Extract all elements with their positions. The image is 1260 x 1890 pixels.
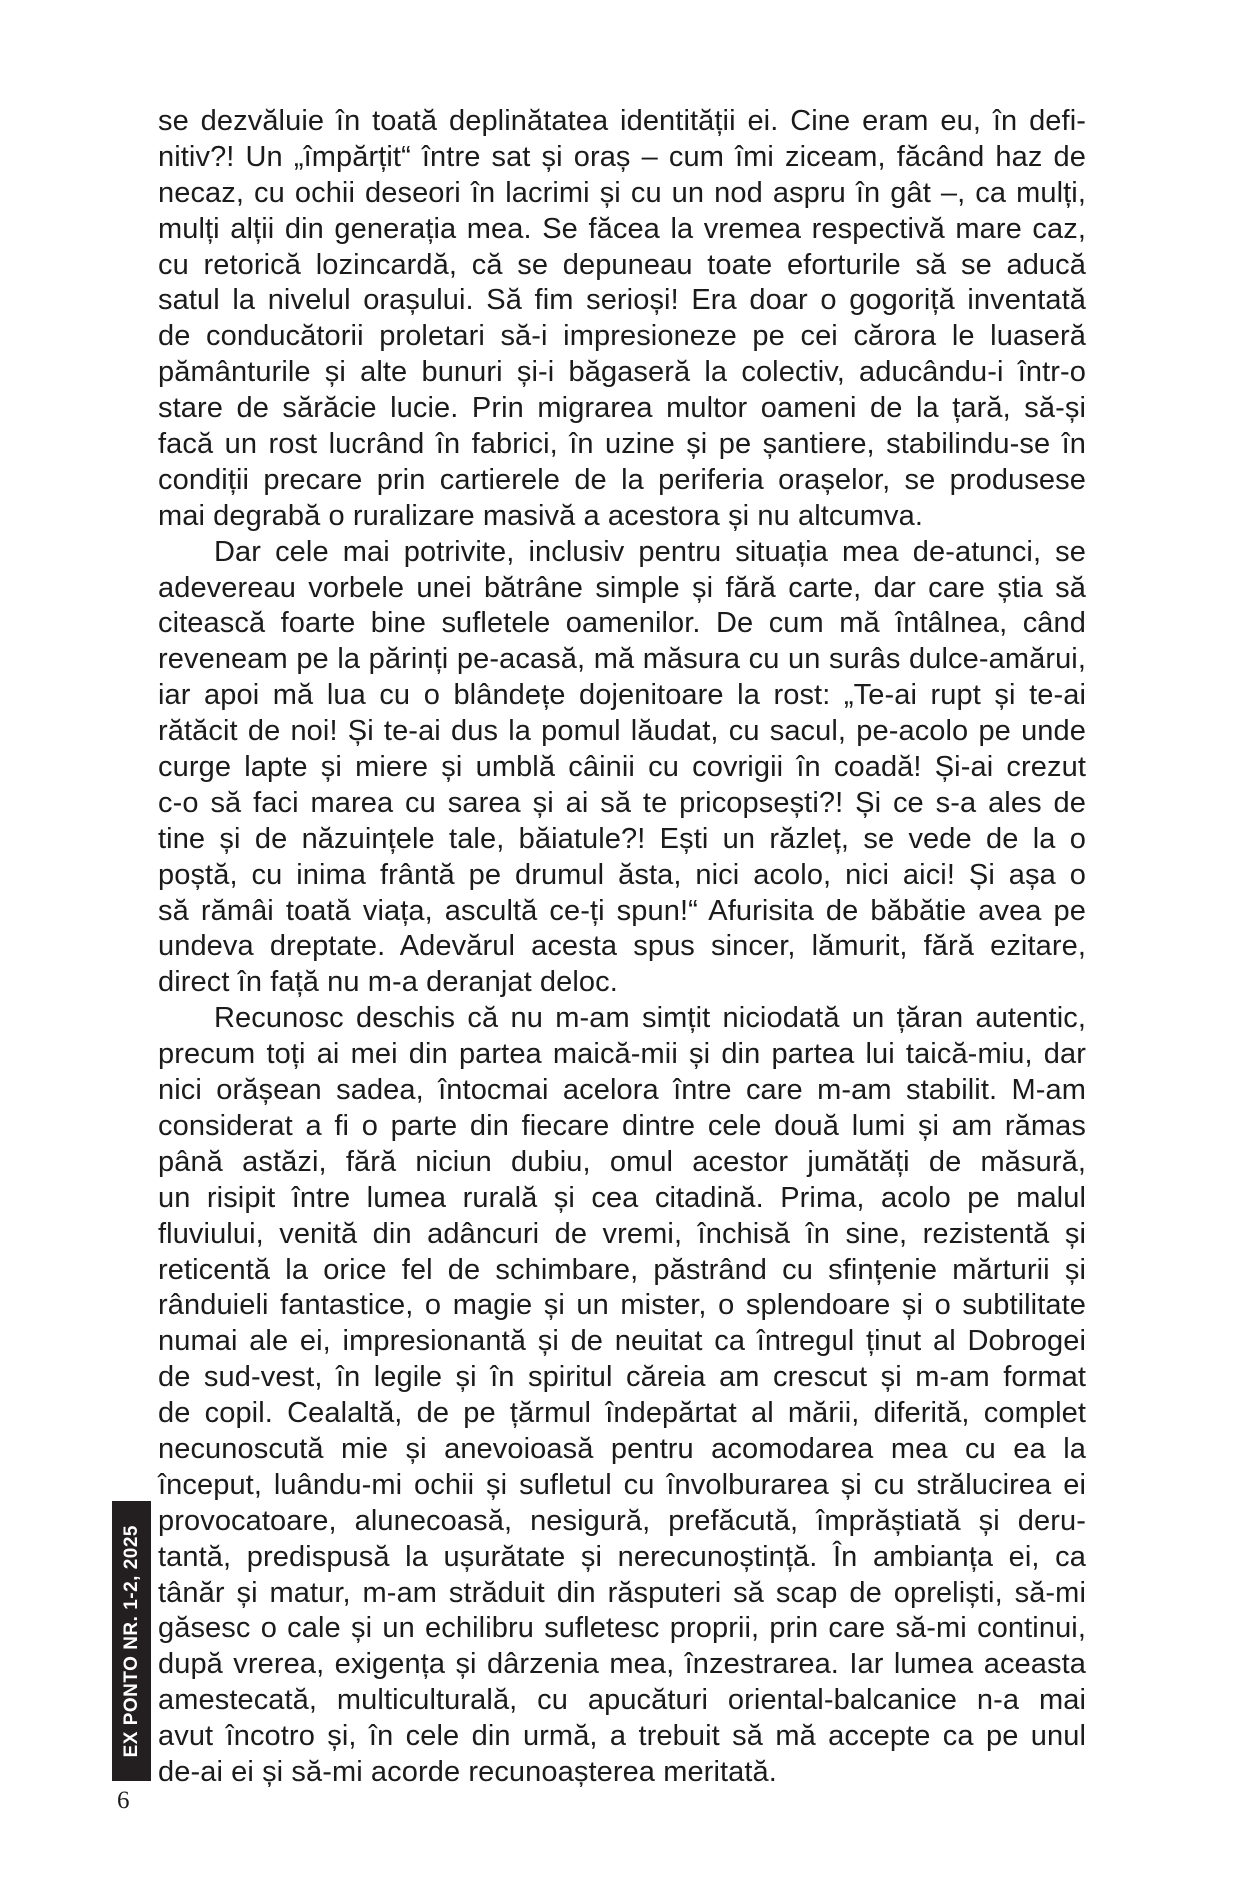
text-line: stare de sărăcie lucie. Prin migrarea multor oameni de la țară, să-și xyxy=(158,392,1086,425)
text-line: un risipit între lumea rurală și cea citadină. Prima, acolo pe malul xyxy=(158,1181,1086,1214)
text-line: tantă, predispusă la ușurătate și nerecunoștință. În ambianța ei, ca xyxy=(158,1540,1086,1573)
text-line: reticentă la orice fel de schimbare, păstrând cu sfințenie mărturii și xyxy=(158,1253,1086,1286)
text-line: fluviului, venită din adâncuri de vremi, închisă în sine, rezistentă și xyxy=(158,1217,1086,1250)
text-line: mulți alții din generația mea. Se făcea la vremea respectivă mare caz, xyxy=(158,212,1086,245)
text-line: numai ale ei, impresionantă și de neuitat ca întregul ținut al Dobrogei xyxy=(158,1325,1086,1358)
text-line: poștă, cu inima frântă pe drumul ăsta, nici acolo, nici aici! Și așa o xyxy=(158,858,1086,891)
text-line: cu retorică lozincardă, că se depuneau toate eforturile să se aducă xyxy=(158,248,1086,281)
page-number: 6 xyxy=(117,1787,130,1814)
text-line: de conducătorii proletari să-i impresioneze pe cei cărora le luaseră xyxy=(158,320,1086,353)
journal-spine-bar xyxy=(112,1501,151,1781)
text-line: rătăcit de noi! Și te-ai dus la pomul lăudat, cu sacul, pe-acolo pe unde xyxy=(158,715,1086,748)
text-line: c-o să faci marea cu sarea și ai să te pricopsești?! Și ce s-a ales de xyxy=(158,786,1086,819)
text-line: precum toți ai mei din partea maică-mii și din partea lui taică-miu, dar xyxy=(158,1038,1086,1071)
text-line: considerat a fi o parte din fiecare dintre cele două lumi și am rămas xyxy=(158,1109,1086,1142)
text-line: de copil. Cealaltă, de pe țărmul îndepărtat al mării, diferită, complet xyxy=(158,1397,1086,1430)
text-line: Dar cele mai potrivite, inclusiv pentru situația mea de-atunci, se xyxy=(214,535,1086,568)
text-line: rânduieli fantastice, o magie și un mister, o splendoare și o subtilitate xyxy=(158,1289,1086,1322)
text-line: de sud-vest, în legile și în spiritul căreia am crescut și m-am format xyxy=(158,1361,1086,1394)
text-line: adevereau vorbele unei bătrâne simple și fără carte, dar care știa să xyxy=(158,571,1086,604)
text-line: direct în față nu m-a deranjat deloc. xyxy=(158,966,618,999)
text-line: să rămâi toată viața, ascultă ce-ți spun!“ Afurisita de băbătie avea pe xyxy=(158,894,1086,927)
text-line: până astăzi, fără niciun dubiu, omul acestor jumătăți de măsură, xyxy=(158,1145,1086,1178)
text-line: citească foarte bine sufletele oamenilor. De cum mă întâlnea, când xyxy=(158,607,1086,640)
text-column xyxy=(158,104,1086,1791)
text-line: început, luându-mi ochii și sufletul cu învolburarea și cu strălucirea ei xyxy=(158,1468,1086,1501)
text-line: undeva dreptate. Adevărul acesta spus sincer, lămurit, fără ezitare, xyxy=(158,930,1086,963)
journal-spine-label: EX PONTO NR. 1-2, 2025 xyxy=(120,1524,142,1758)
text-line: mai degrabă o ruralizare masivă a acestora și nu altcumva. xyxy=(158,499,923,532)
text-line: tânăr și matur, m-am străduit din răsputeri să scap de opreliști, să-mi xyxy=(158,1576,1086,1609)
text-line: după vrerea, exigența și dârzenia mea, înzestrarea. Iar lumea aceasta xyxy=(158,1648,1086,1681)
text-line: facă un rost lucrând în fabrici, în uzine și pe șantiere, stabilindu-se în xyxy=(158,428,1086,461)
text-line: iar apoi mă lua cu o blândețe dojenitoare la rost: „Te-ai rupt și te-ai xyxy=(158,679,1086,712)
text-line: necunoscută mie și anevoioasă pentru acomodarea mea cu ea la xyxy=(158,1432,1086,1465)
text-line: se dezvăluie în toată deplinătatea identității ei. Cine eram eu, în defi- xyxy=(158,105,1086,137)
text-line: satul la nivelul orașului. Să fim serioși! Era doar o gogoriță inventată xyxy=(158,284,1086,317)
text-line: provocatoare, alunecoasă, nesigură, prefăcută, împrăștiată și deru- xyxy=(158,1504,1086,1537)
text-line: nici orășean sadea, întocmai acelora între care m-am stabilit. M-am xyxy=(158,1074,1086,1107)
text-line: reveneam pe la părinți pe-acasă, mă măsura cu un surâs dulce-amărui, xyxy=(158,643,1086,676)
text-line: Recunosc deschis că nu m-am simțit niciodată un țăran autentic, xyxy=(214,1002,1086,1035)
text-line: tine și de năzuințele tale, băiatule?! Ești un răzleț, se vede de la o xyxy=(158,822,1086,855)
text-line: de-ai ei și să-mi acorde recunoașterea meritată. xyxy=(158,1755,777,1788)
text-line: găsesc o cale și un echilibru sufletesc proprii, prin care să-mi continui, xyxy=(158,1612,1086,1645)
text-line: pământurile și alte bunuri și-i băgaseră la colectiv, aducându-i într-o xyxy=(158,356,1086,389)
text-line: amestecată, multiculturală, cu apucături oriental-balcanice n-a mai xyxy=(158,1684,1086,1717)
text-line: necaz, cu ochii deseori în lacrimi și cu un nod aspru în gât –, ca mulți, xyxy=(158,176,1086,209)
text-line: curge lapte și miere și umblă câinii cu covrigii în coadă! Și-ai crezut xyxy=(158,751,1086,784)
text-line: avut încotro și, în cele din urmă, a trebuit să mă accepte ca pe unul xyxy=(158,1720,1086,1753)
text-line: condiții precare prin cartierele de la periferia orașelor, se produsese xyxy=(158,463,1086,496)
text-line: nitiv?! Un „împărțit“ între sat și oraș – cum îmi ziceam, făcând haz de xyxy=(158,140,1086,173)
